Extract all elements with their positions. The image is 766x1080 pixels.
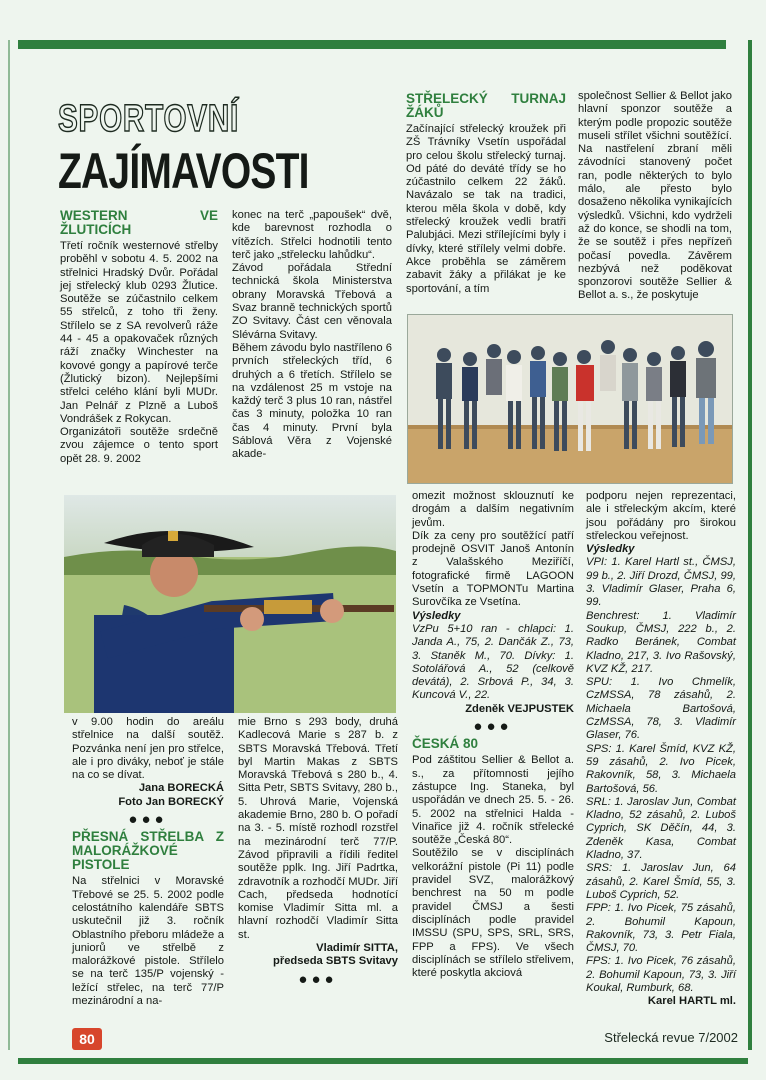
result-spu: SPU: 1. Ivo Chmelík, CzMSSA, 78 zásahů, 2. Michaela Bartošová, CzMSSA, 78, 3. Vladimír Glaser, 76. xyxy=(586,676,736,742)
ceska80-para1: Pod záštitou Sellier & Bellot a. s., za přítomnosti jejího zástupce Ing. Staneka, byl uspořádán ve dnech 25. 5. - 26. 5. 2002 na střelnici Halda - Vinařice již 4. ročník střelecké soutěže „Česká 80“. xyxy=(412,754,574,847)
author-hartl: Karel HARTL ml. xyxy=(647,995,736,1008)
pistole-cont-para: mie Brno s 293 body, druhá Kadlecová Marie s 287 b. z SBTS Moravská Třebová. Třetí byl Martin Makas z SBTS Moravská Třebová s 280 b., 4. Sitta Petr, SBTS Svitavy, 280 b., 5. Uhrová Marie, Vojenská akademie Brno, 280 b. O pořadí na 3. - 5. místě rozhodl rozstřel na mezinárodní terč 77/P. Závod připravili a řídili ředitel soutěže pplk. Ing. Jiří Padrtka, zdravotník a rozhodčí MUDr. Jiří Cach, předseda hodnotící komise Vladimír Sitta ml. a hlavní rozhodčí Vladimír Sitta st. xyxy=(238,716,398,941)
western-para2: Organizátoři soutěže srdečně zvou zájemce o tento sport opět 28. 9. 2002 xyxy=(60,426,218,465)
left-border-line xyxy=(8,40,10,1050)
author-vejpustek: Zdeněk VEJPUSTEK xyxy=(465,702,574,715)
turnaj-cont xyxy=(578,90,732,303)
western-heading: WESTERN VE ŽLUTICÍCH xyxy=(60,208,218,237)
col2-para2: Závod pořádala Střední technická škola Ministerstva obrany Moravská Třebová a Svaz branně technických sportů ZO Svitavy. Část cen věnovala Slévárna Svitavy. xyxy=(232,262,392,341)
result-fpp: FPP: 1. Ivo Picek, 75 zásahů, 2. Bohumil Kapoun, Rakovník, 73, 3. Petr Fiala, ČMSJ, 70. xyxy=(586,902,736,955)
pistole-heading: PŘESNÁ STŘELBA Z MALORÁŽKOVÉ PISTOLE xyxy=(72,829,224,873)
lower-col2 xyxy=(238,716,398,990)
turnaj-heading: STŘELECKÝ TURNAJ ŽÁKŮ xyxy=(406,91,566,120)
photo-credit: Foto Jan BORECKÝ xyxy=(118,795,224,808)
separator-dots: ●●● xyxy=(473,718,513,736)
ceska80-para2: Soutěžilo se v disciplínách velkorážní pistole (Pi 11) podle pravidel SVZ, malorážkový benchrest na 50 m podle pravidel ČMSJ a šesti disciplínách podle pravidel IMSSU (SPU, SPS, SRL, SRS, FPP a FPS). Ve všech disciplínách se střílelo střelivem, které poskytla akciová xyxy=(412,847,574,980)
ceska80-results-title: Výsledky xyxy=(586,543,635,556)
top-green-rule xyxy=(18,40,726,49)
col2-para1: konec na terč „papoušek“ dvě, kde barevnost rozhodla o vítězích. Střelci hodnotili tento terč jako „střelecku lahůdku“. xyxy=(232,209,392,261)
page-title-line1: SPORTOVNÍ xyxy=(58,98,240,140)
students-group-photo xyxy=(407,314,733,484)
col2-para3: Během závodu bylo nastříleno 6 prvních střeleckých tříd, 6 druhých a 6 třetích. Střílelo se na vzdálenost 25 m vstoje na každý terč 3 plus 10 ran, nástřel čas 3 minuty, položka 10 ran čas 4 minuty. První byla Sáblová Věra z Vojenské akade- xyxy=(232,341,392,461)
result-srs: SRS: 1. Jaroslav Jun, 64 zásahů, 2. Karel Šmíd, 55, 3. Luboš Cyprich, 52. xyxy=(586,862,736,901)
page-number-badge: 80 xyxy=(72,1028,102,1050)
turnaj-para1: Začínající střelecký kroužek při ZŠ Trávníky Vsetín uspořádal pro celou školu střelecký turnaj. Od páté do deváté třídy se ho zúčastnilo celkem 22 žáků. Navázalo se tak na tradici, kterou měla škola v době, kdy střelecký kroužek vedli bratři Palubjáci. Mezi střílejícími byly i dívky, které střílely velmi dobře. Akce proběhla se záměrem zabavit žáky a přilákat je ke sportování, a tím xyxy=(406,123,566,295)
bottom-green-rule xyxy=(18,1058,748,1064)
western-end-para: v 9.00 hodin do areálu střelnice na další soutěž. Pozvánka není jen pro střelce, ale i pro diváky, neboť je stále na co se dívat. xyxy=(72,716,224,782)
lower-col4 xyxy=(586,490,736,1009)
turnaj-results-title: Výsledky xyxy=(412,609,461,622)
article-turnaj xyxy=(406,92,566,296)
author-sitta-role: předseda SBTS Svitavy xyxy=(273,955,398,968)
lower-col1 xyxy=(72,716,224,1008)
author-jana: Jana BORECKÁ xyxy=(138,782,224,795)
result-vpi: VPI: 1. Karel Hartl st., ČMSJ, 99 b., 2. Jiří Drozd, ČMSJ, 99, 3. Vladimír Glaser, Praha 6, 99. xyxy=(586,556,736,609)
lower-col3 xyxy=(412,490,574,980)
turnaj-results: VzPu 5+10 ran - chlapci: 1. Janda A., 75, 2. Dančák Z., 73, 3. Staněk M., 70. Dívky: 1. Sotolářová A., 52 (celkově devátá), 2. Srbová P., 34, 3. Kuncová V., 22. xyxy=(412,622,574,702)
separator-dots: ●●● xyxy=(298,970,338,988)
result-benchrest: Benchrest: 1. Vladimír Soukup, ČMSJ, 222 b., 2. Radko Beránek, Combat Kladno, 217, 3. Ivo Rašovský, KVZ KŽ, 217. xyxy=(586,609,736,675)
col4-para1: společnost Sellier & Bellot jako hlavní sponzor soutěže a kterým podle propozic soutěže museli střílet všichni soutěžící. Na nastřelení zbraní měli závodníci stanovený počet ran, podle některých to bylo málo, ale přesto bylo dosaženo několika vynikajících výsledků. Všichni, kdo vydrželi až do konce, se shodli na tom, že se soutěž i přes nepřízeň počasí povedla. Závěrem nezbývá než poděkovat sponzorovi soutěže Sellier & Bellot a. s., že poskytuje xyxy=(578,90,732,302)
result-fps: FPS: 1. Ivo Picek, 76 zásahů, 2. Bohumil Kapoun, 73, 3. Jiří Koukal, Rumburk, 68. xyxy=(586,955,736,994)
turnaj-sponsors-para: Dík za ceny pro soutěžící patří prodejně OSVIT Janoš Antonín z Valašského Meziříčí, fotografické firmě LAGOON Vsetín a TOPMONTu Martina Surovčíka ze Vsetína. xyxy=(412,529,574,609)
result-sps: SPS: 1. Karel Šmíd, KVZ KŽ, 59 zásahů, 2. Ivo Picek, Rakovník, 58, 3. Michaela Bartošová, 56. xyxy=(586,742,736,795)
right-green-rule xyxy=(748,40,752,1050)
article-western-cont xyxy=(232,209,392,462)
page-title-line2: ZAJÍMAVOSTI xyxy=(58,143,309,199)
western-para1: Třetí ročník westernové střelby proběhl v sobotu 4. 5. 2002 na střelnici Hradský Dvůr. Pořádal jej střelecký klub 0293 Žlutice. Soutěže se zúčastnilo celkem 55 střelců, z toho tři ženy. Střílelo se z SA revolverů ráže 44 - 45 a opakovaček různých ráží značky Winchester na kovové gongy a papírové terče (Žlutický bizon). Nejlepšími střelci celého klání byli MUDr. Jan Pelnář z Plzně a Luboš Vondrášek z Rokycan. xyxy=(60,240,218,425)
ceska80-heading: ČESKÁ 80 xyxy=(412,736,479,752)
author-sitta: Vladimír SITTA, xyxy=(316,942,398,955)
result-srl: SRL: 1. Jaroslav Jun, Combat Kladno, 52 zásahů, 2. Luboš Cyprich, SK Děčín, 44, 3. Zdeněk Kasa, Combat Kladno, 37. xyxy=(586,795,736,862)
article-western xyxy=(60,209,218,466)
magazine-issue: Střelecká revue 7/2002 xyxy=(604,1030,738,1045)
group-photo-image xyxy=(408,315,733,484)
pistole-para: Na střelnici v Moravské Třebové se 25. 5. 2002 podle celostátního kalendáře SBTS uskutečnil již 3. ročník Oblastního přeboru mládeže a juniorů ve střelbě z malorážkové pistole. Střílelo se na terč 135/P vojenský - ležící střelec, na terč 77/P mezinárodní a na- xyxy=(72,875,224,1008)
western-shooter-photo xyxy=(64,495,396,713)
shooter-photo-image xyxy=(64,495,396,713)
separator-dots: ●●● xyxy=(128,811,168,829)
ceska80-cont-para: podporu nejen reprezentaci, ale i střeleckým akcím, které jsou pořádány pro širokou střeleckou veřejnost. xyxy=(586,490,736,542)
turnaj-end-para: omezit možnost sklouznutí ke drogám a dalším negativním jevům. xyxy=(412,490,574,529)
